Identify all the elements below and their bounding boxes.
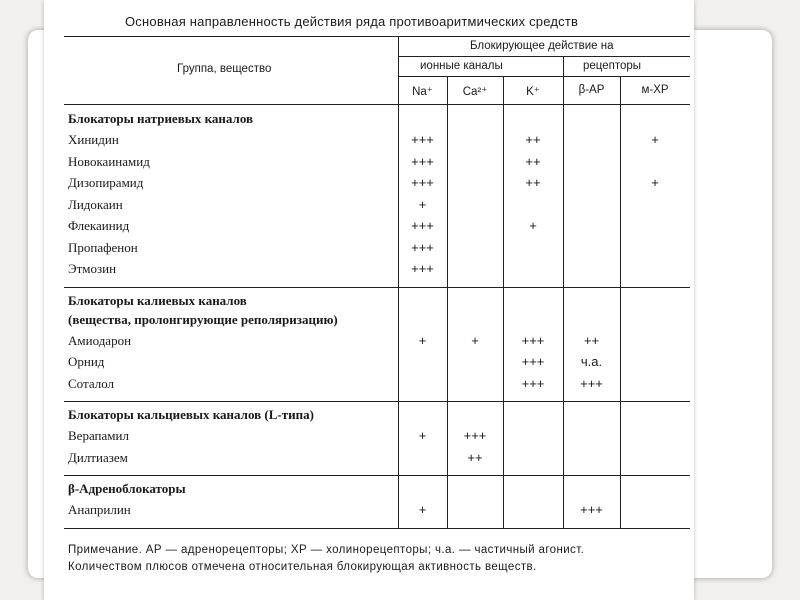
activity-value: +++ (521, 354, 545, 369)
drug-name: Анаприлин (68, 502, 131, 517)
header-col-1: Ca²⁺ (462, 86, 488, 98)
rule-bottom (64, 528, 690, 529)
footnote-1: Примечание. АР — адренорецепторы; ХР — холинорецепторы; ч.а. — частичный агонист. (68, 544, 585, 556)
activity-value: + (418, 196, 427, 212)
section-separator (64, 475, 690, 476)
section-separator (64, 401, 690, 402)
drug-name: Соталол (68, 375, 115, 391)
activity-value: + (418, 502, 427, 517)
header-col-3: β-АР (578, 84, 605, 96)
rule-sub1 (398, 56, 690, 57)
activity-value: +++ (521, 332, 545, 348)
activity-value: ++ (525, 175, 541, 190)
vline-3 (563, 56, 564, 528)
activity-value: +++ (411, 132, 434, 147)
activity-value: +++ (411, 175, 434, 190)
activity-value: +++ (411, 239, 434, 255)
header-col-0: Na⁺ (412, 86, 433, 98)
vline-4 (620, 76, 621, 528)
activity-value: +++ (411, 261, 434, 276)
header-ion-channels: ионные каналы (420, 60, 503, 72)
drug-name: Флекаинид (68, 218, 130, 233)
drug-name: Пропафенон (68, 239, 138, 255)
activity-value: + (651, 175, 659, 190)
vline-1 (447, 76, 448, 528)
activity-value: + (418, 428, 427, 443)
activity-value: ++ (525, 153, 541, 169)
header-blocking: Блокирующее действие на (470, 40, 614, 52)
section-separator (64, 287, 690, 288)
section-title: (вещества, пролонгирующие реполяризацию) (68, 311, 338, 327)
drug-name: Дилтиазем (68, 449, 128, 465)
activity-value: + (651, 132, 659, 147)
header-col-2: K⁺ (526, 86, 540, 98)
rule-sub2 (398, 76, 690, 77)
activity-value: + (418, 332, 427, 348)
activity-value: + (471, 332, 479, 348)
activity-value: ч.а. (580, 354, 603, 369)
drug-name: Верапамил (68, 428, 129, 443)
section-title: Блокаторы натриевых каналов (68, 111, 254, 126)
footnote-2: Количеством плюсов отмечена относительная блокирующая активность веществ. (68, 561, 537, 573)
activity-value: ++ (467, 449, 483, 465)
activity-value: +++ (411, 218, 434, 233)
drug-name: Амиодарон (68, 332, 132, 348)
activity-value: +++ (580, 502, 603, 517)
activity-value: ++ (525, 132, 541, 147)
activity-value: +++ (463, 428, 487, 443)
activity-value: +++ (521, 375, 545, 391)
rule-top (64, 36, 690, 37)
drug-name: Этмозин (68, 261, 117, 276)
drug-name: Хинидин (68, 132, 119, 147)
vline-2 (503, 76, 504, 528)
activity-value: +++ (580, 375, 603, 391)
drug-name: Орнид (68, 354, 105, 369)
activity-value: +++ (411, 153, 434, 169)
table-title: Основная направленность действия ряда противоаритмических средств (125, 14, 579, 29)
section-title: Блокаторы калиевых каналов (68, 292, 247, 308)
header-group: Группа, вещество (177, 63, 272, 75)
drug-name: Новокаинамид (68, 153, 150, 169)
header-col-4: м-ХР (641, 84, 669, 96)
section-title: β-Адреноблокаторы (68, 481, 186, 496)
rule-header-bottom (64, 104, 690, 105)
section-title: Блокаторы кальциевых каналов (L-типа) (68, 407, 314, 422)
drug-name: Дизопирамид (68, 175, 144, 190)
activity-value: ++ (583, 332, 600, 348)
vline-0 (398, 36, 399, 528)
drug-name: Лидокаин (68, 196, 123, 212)
header-receptors: рецепторы (583, 60, 642, 72)
activity-value: + (529, 218, 537, 233)
